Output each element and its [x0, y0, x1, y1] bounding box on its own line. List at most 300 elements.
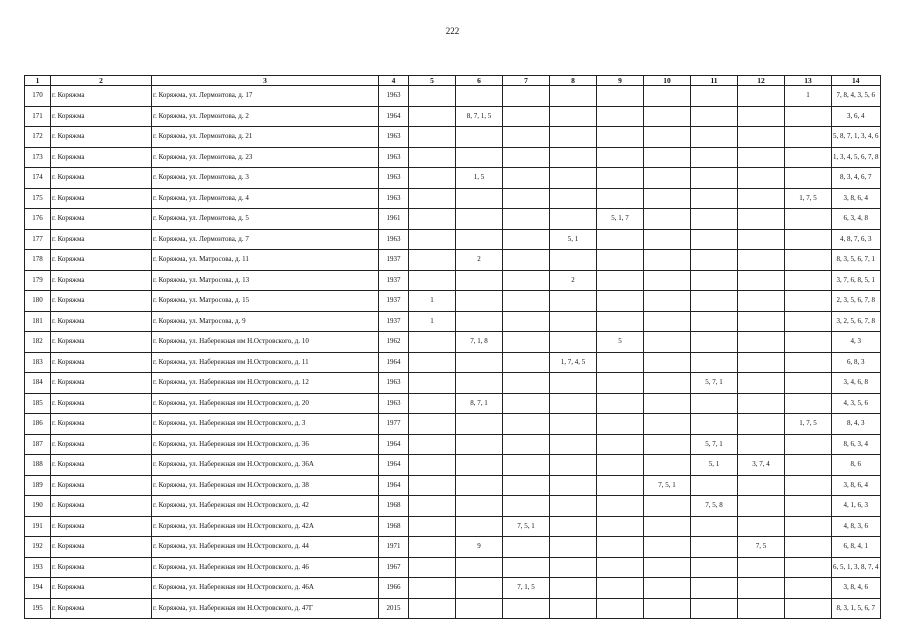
cell-col-8: 1, 7, 4, 5: [550, 352, 597, 373]
header-row: [25, 76, 881, 86]
cell-col-6: [456, 373, 503, 394]
cell-year: 1968: [379, 496, 409, 517]
cell-col-10: [644, 270, 691, 291]
cell-col-13: [785, 496, 832, 517]
cell-col-6: [456, 291, 503, 312]
cell-col-14: 2, 3, 5, 6, 7, 8: [832, 291, 881, 312]
cell-col-7: [503, 270, 550, 291]
cell-col-10: [644, 455, 691, 476]
cell-col-14: 3, 8, 6, 4: [832, 188, 881, 209]
cell-settlement: г. Коряжма: [51, 414, 152, 435]
cell-col-6: [456, 86, 503, 107]
cell-col-14: 8, 6, 3, 4: [832, 434, 881, 455]
cell-col-12: [738, 229, 785, 250]
cell-settlement: г. Коряжма: [51, 86, 152, 107]
cell-col-9: [597, 188, 644, 209]
cell-year: 1963: [379, 86, 409, 107]
cell-col-9: [597, 598, 644, 619]
cell-col-8: [550, 147, 597, 168]
cell-col-13: [785, 475, 832, 496]
cell-row-number: 174: [25, 168, 51, 189]
table-row: [25, 516, 881, 537]
cell-col-5: [409, 393, 456, 414]
column-header-4: 4: [379, 76, 409, 86]
cell-col-5: [409, 86, 456, 107]
cell-year: 1964: [379, 475, 409, 496]
cell-year: 1964: [379, 455, 409, 476]
cell-col-10: [644, 291, 691, 312]
cell-col-9: [597, 557, 644, 578]
cell-settlement: г. Коряжма: [51, 270, 152, 291]
cell-col-13: [785, 106, 832, 127]
cell-col-12: [738, 86, 785, 107]
cell-year: 1963: [379, 147, 409, 168]
cell-address: г. Коряжма, ул. Набережная им Н.Островского, д. 42: [152, 496, 379, 517]
cell-col-10: [644, 250, 691, 271]
cell-year: 1964: [379, 106, 409, 127]
cell-year: 1937: [379, 311, 409, 332]
cell-col-11: 5, 1: [691, 455, 738, 476]
cell-settlement: г. Коряжма: [51, 598, 152, 619]
cell-col-12: [738, 127, 785, 148]
cell-col-14: 5, 8, 7, 1, 3, 4, 6: [832, 127, 881, 148]
table-row: [25, 475, 881, 496]
cell-col-7: [503, 106, 550, 127]
table-row: [25, 373, 881, 394]
cell-col-5: [409, 188, 456, 209]
table-row: [25, 147, 881, 168]
cell-row-number: 178: [25, 250, 51, 271]
column-header-5: 5: [409, 76, 456, 86]
cell-col-12: [738, 496, 785, 517]
cell-settlement: г. Коряжма: [51, 352, 152, 373]
cell-col-10: [644, 434, 691, 455]
cell-col-6: [456, 414, 503, 435]
cell-address: г. Коряжма, ул. Набережная им Н.Островского, д. 36: [152, 434, 379, 455]
cell-col-11: [691, 291, 738, 312]
cell-address: г. Коряжма, ул. Набережная им Н.Островского, д. 42А: [152, 516, 379, 537]
cell-year: 1963: [379, 393, 409, 414]
cell-settlement: г. Коряжма: [51, 291, 152, 312]
cell-year: 1937: [379, 270, 409, 291]
cell-settlement: г. Коряжма: [51, 537, 152, 558]
column-header-11: 11: [691, 76, 738, 86]
cell-col-11: [691, 393, 738, 414]
cell-col-9: [597, 352, 644, 373]
cell-col-14: 8, 3, 4, 6, 7: [832, 168, 881, 189]
table-row: [25, 434, 881, 455]
cell-col-6: [456, 516, 503, 537]
cell-address: г. Коряжма, ул. Лермонтова, д. 23: [152, 147, 379, 168]
cell-col-14: 6, 8, 3: [832, 352, 881, 373]
cell-col-5: [409, 106, 456, 127]
cell-col-14: 4, 3, 5, 6: [832, 393, 881, 414]
cell-col-10: [644, 168, 691, 189]
cell-col-14: 3, 4, 6, 8: [832, 373, 881, 394]
cell-col-14: 6, 3, 4, 8: [832, 209, 881, 230]
cell-col-13: [785, 147, 832, 168]
cell-year: 1961: [379, 209, 409, 230]
cell-col-12: 7, 5: [738, 537, 785, 558]
cell-col-8: [550, 393, 597, 414]
cell-col-13: [785, 455, 832, 476]
table-row: [25, 311, 881, 332]
cell-col-9: [597, 106, 644, 127]
cell-address: г. Коряжма, ул. Матросова, д. 13: [152, 270, 379, 291]
cell-col-6: [456, 127, 503, 148]
cell-col-13: [785, 516, 832, 537]
cell-col-13: [785, 598, 832, 619]
cell-settlement: г. Коряжма: [51, 250, 152, 271]
table-body: [25, 86, 881, 619]
cell-row-number: 186: [25, 414, 51, 435]
cell-col-8: [550, 332, 597, 353]
cell-year: 1963: [379, 229, 409, 250]
column-header-13: 13: [785, 76, 832, 86]
cell-col-7: [503, 209, 550, 230]
cell-col-10: [644, 578, 691, 599]
cell-col-8: [550, 188, 597, 209]
cell-settlement: г. Коряжма: [51, 147, 152, 168]
cell-col-5: [409, 209, 456, 230]
cell-row-number: 193: [25, 557, 51, 578]
cell-year: 1963: [379, 127, 409, 148]
cell-col-8: [550, 291, 597, 312]
column-header-1: 1: [25, 76, 51, 86]
cell-col-11: [691, 414, 738, 435]
cell-col-14: 8, 3, 1, 5, 6, 7: [832, 598, 881, 619]
cell-col-11: 5, 7, 1: [691, 434, 738, 455]
column-header-10: 10: [644, 76, 691, 86]
cell-year: 1964: [379, 434, 409, 455]
cell-col-8: [550, 414, 597, 435]
cell-address: г. Коряжма, ул. Лермонтова, д. 7: [152, 229, 379, 250]
column-header-8: 8: [550, 76, 597, 86]
cell-address: г. Коряжма, ул. Лермонтова, д. 5: [152, 209, 379, 230]
cell-col-11: [691, 557, 738, 578]
cell-settlement: г. Коряжма: [51, 578, 152, 599]
cell-row-number: 182: [25, 332, 51, 353]
cell-col-8: [550, 557, 597, 578]
cell-col-11: [691, 106, 738, 127]
cell-col-7: 7, 1, 5: [503, 578, 550, 599]
cell-col-5: [409, 557, 456, 578]
cell-col-12: [738, 578, 785, 599]
cell-col-9: [597, 537, 644, 558]
cell-col-14: 4, 1, 6, 3: [832, 496, 881, 517]
column-header-7: 7: [503, 76, 550, 86]
cell-col-8: 2: [550, 270, 597, 291]
cell-year: 1977: [379, 414, 409, 435]
cell-col-14: 3, 2, 5, 6, 7, 8: [832, 311, 881, 332]
cell-col-13: [785, 270, 832, 291]
table-row: [25, 168, 881, 189]
cell-col-14: 3, 8, 6, 4: [832, 475, 881, 496]
cell-address: г. Коряжма, ул. Набережная им Н.Островского, д. 46А: [152, 578, 379, 599]
cell-col-14: 3, 6, 4: [832, 106, 881, 127]
cell-col-9: [597, 373, 644, 394]
cell-col-5: [409, 475, 456, 496]
cell-col-11: 7, 5, 8: [691, 496, 738, 517]
table-row: [25, 209, 881, 230]
cell-address: г. Коряжма, ул. Набережная им Н.Островского, д. 3: [152, 414, 379, 435]
cell-col-9: [597, 414, 644, 435]
cell-address: г. Коряжма, ул. Лермонтова, д. 3: [152, 168, 379, 189]
cell-col-7: [503, 311, 550, 332]
cell-settlement: г. Коряжма: [51, 434, 152, 455]
cell-row-number: 194: [25, 578, 51, 599]
cell-col-13: [785, 250, 832, 271]
cell-year: 1963: [379, 168, 409, 189]
cell-col-12: [738, 332, 785, 353]
cell-col-12: [738, 434, 785, 455]
cell-col-10: [644, 106, 691, 127]
cell-col-8: [550, 250, 597, 271]
cell-col-6: [456, 352, 503, 373]
cell-year: 1967: [379, 557, 409, 578]
cell-col-14: 8, 6: [832, 455, 881, 476]
cell-col-12: [738, 188, 785, 209]
cell-row-number: 180: [25, 291, 51, 312]
cell-col-13: [785, 352, 832, 373]
cell-col-11: [691, 229, 738, 250]
cell-row-number: 195: [25, 598, 51, 619]
cell-settlement: г. Коряжма: [51, 311, 152, 332]
table-row: [25, 496, 881, 517]
cell-col-7: [503, 373, 550, 394]
cell-col-12: [738, 168, 785, 189]
cell-col-12: [738, 270, 785, 291]
cell-col-10: [644, 414, 691, 435]
cell-address: г. Коряжма, ул. Матросова, д. 9: [152, 311, 379, 332]
cell-row-number: 176: [25, 209, 51, 230]
cell-settlement: г. Коряжма: [51, 475, 152, 496]
cell-address: г. Коряжма, ул. Набережная им Н.Островского, д. 36А: [152, 455, 379, 476]
cell-row-number: 173: [25, 147, 51, 168]
cell-col-7: [503, 127, 550, 148]
cell-col-7: [503, 496, 550, 517]
cell-col-9: [597, 434, 644, 455]
cell-col-12: [738, 352, 785, 373]
cell-col-7: [503, 434, 550, 455]
cell-col-6: [456, 188, 503, 209]
cell-col-5: [409, 434, 456, 455]
cell-col-8: [550, 496, 597, 517]
table-row: [25, 537, 881, 558]
cell-col-9: [597, 291, 644, 312]
cell-address: г. Коряжма, ул. Лермонтова, д. 4: [152, 188, 379, 209]
column-header-14: 14: [832, 76, 881, 86]
cell-settlement: г. Коряжма: [51, 373, 152, 394]
column-header-6: 6: [456, 76, 503, 86]
cell-col-12: [738, 106, 785, 127]
cell-col-9: [597, 127, 644, 148]
table-row: [25, 291, 881, 312]
cell-col-12: [738, 516, 785, 537]
cell-address: г. Коряжма, ул. Набережная им Н.Островского, д. 20: [152, 393, 379, 414]
cell-year: 1968: [379, 516, 409, 537]
cell-row-number: 183: [25, 352, 51, 373]
cell-col-6: 8, 7, 1: [456, 393, 503, 414]
cell-col-5: [409, 598, 456, 619]
cell-col-10: [644, 352, 691, 373]
cell-col-6: [456, 455, 503, 476]
cell-col-13: 1, 7, 5: [785, 414, 832, 435]
cell-col-9: 5, 1, 7: [597, 209, 644, 230]
cell-col-14: 7, 8, 4, 3, 5, 6: [832, 86, 881, 107]
cell-settlement: г. Коряжма: [51, 188, 152, 209]
table-row: [25, 250, 881, 271]
cell-col-14: 3, 7, 6, 8, 5, 1: [832, 270, 881, 291]
cell-col-8: [550, 127, 597, 148]
cell-col-11: [691, 537, 738, 558]
cell-col-9: [597, 229, 644, 250]
cell-col-5: [409, 332, 456, 353]
cell-address: г. Коряжма, ул. Матросова, д. 11: [152, 250, 379, 271]
cell-settlement: г. Коряжма: [51, 516, 152, 537]
cell-address: г. Коряжма, ул. Набережная им Н.Островского, д. 10: [152, 332, 379, 353]
cell-col-5: [409, 578, 456, 599]
cell-col-5: [409, 455, 456, 476]
cell-col-14: 8, 3, 5, 6, 7, 1: [832, 250, 881, 271]
cell-col-12: [738, 475, 785, 496]
cell-col-11: [691, 250, 738, 271]
cell-col-8: [550, 578, 597, 599]
cell-col-12: [738, 414, 785, 435]
cell-row-number: 171: [25, 106, 51, 127]
cell-col-9: [597, 496, 644, 517]
cell-col-9: [597, 475, 644, 496]
cell-row-number: 170: [25, 86, 51, 107]
cell-year: 1963: [379, 188, 409, 209]
cell-col-7: [503, 352, 550, 373]
cell-col-11: [691, 127, 738, 148]
cell-col-9: [597, 86, 644, 107]
cell-col-7: [503, 291, 550, 312]
cell-col-13: [785, 393, 832, 414]
column-header-2: 2: [51, 76, 152, 86]
cell-col-10: [644, 86, 691, 107]
cell-col-14: 3, 8, 4, 6: [832, 578, 881, 599]
cell-col-9: [597, 455, 644, 476]
table-row: [25, 393, 881, 414]
cell-settlement: г. Коряжма: [51, 332, 152, 353]
cell-row-number: 177: [25, 229, 51, 250]
cell-col-7: [503, 168, 550, 189]
cell-row-number: 191: [25, 516, 51, 537]
cell-col-9: [597, 168, 644, 189]
cell-col-12: [738, 250, 785, 271]
cell-col-8: [550, 86, 597, 107]
cell-col-10: [644, 598, 691, 619]
cell-col-9: [597, 250, 644, 271]
cell-col-6: 2: [456, 250, 503, 271]
cell-col-6: [456, 270, 503, 291]
cell-settlement: г. Коряжма: [51, 393, 152, 414]
table-row: [25, 414, 881, 435]
cell-col-6: [456, 311, 503, 332]
table-row: [25, 188, 881, 209]
cell-year: 2015: [379, 598, 409, 619]
cell-row-number: 192: [25, 537, 51, 558]
cell-col-5: [409, 270, 456, 291]
cell-settlement: г. Коряжма: [51, 557, 152, 578]
cell-col-10: [644, 209, 691, 230]
cell-col-5: [409, 168, 456, 189]
cell-col-11: 5, 7, 1: [691, 373, 738, 394]
cell-col-13: [785, 291, 832, 312]
cell-col-5: 1: [409, 311, 456, 332]
cell-col-6: 1, 5: [456, 168, 503, 189]
cell-col-10: [644, 557, 691, 578]
cell-col-11: [691, 147, 738, 168]
column-header-9: 9: [597, 76, 644, 86]
cell-col-14: 1, 3, 4, 5, 6, 7, 8: [832, 147, 881, 168]
cell-col-9: [597, 516, 644, 537]
cell-col-11: [691, 475, 738, 496]
cell-col-11: [691, 598, 738, 619]
cell-col-5: [409, 352, 456, 373]
cell-address: г. Коряжма, ул. Лермонтова, д. 2: [152, 106, 379, 127]
cell-col-5: [409, 537, 456, 558]
cell-col-5: [409, 147, 456, 168]
cell-col-13: [785, 578, 832, 599]
cell-settlement: г. Коряжма: [51, 229, 152, 250]
cell-col-11: [691, 332, 738, 353]
table-row: [25, 578, 881, 599]
cell-col-12: [738, 291, 785, 312]
cell-col-14: 4, 8, 3, 6: [832, 516, 881, 537]
table-row: [25, 86, 881, 107]
cell-row-number: 181: [25, 311, 51, 332]
cell-address: г. Коряжма, ул. Набережная им Н.Островского, д. 11: [152, 352, 379, 373]
cell-col-13: [785, 332, 832, 353]
cell-address: г. Коряжма, ул. Набережная им Н.Островского, д. 44: [152, 537, 379, 558]
cell-col-14: 6, 8, 4, 1: [832, 537, 881, 558]
cell-col-7: [503, 414, 550, 435]
table-row: [25, 229, 881, 250]
cell-address: г. Коряжма, ул. Лермонтова, д. 17: [152, 86, 379, 107]
cell-col-6: 7, 1, 8: [456, 332, 503, 353]
cell-col-12: [738, 557, 785, 578]
cell-row-number: 189: [25, 475, 51, 496]
cell-col-5: [409, 414, 456, 435]
data-table: [24, 75, 881, 619]
cell-col-8: 5, 1: [550, 229, 597, 250]
cell-year: 1962: [379, 332, 409, 353]
cell-col-11: [691, 578, 738, 599]
cell-address: г. Коряжма, ул. Набережная им Н.Островского, д. 47Г: [152, 598, 379, 619]
cell-year: 1966: [379, 578, 409, 599]
cell-col-11: [691, 516, 738, 537]
cell-col-5: 1: [409, 291, 456, 312]
cell-col-7: [503, 250, 550, 271]
cell-col-10: [644, 393, 691, 414]
cell-col-7: [503, 475, 550, 496]
cell-col-13: [785, 373, 832, 394]
cell-row-number: 185: [25, 393, 51, 414]
cell-year: 1937: [379, 250, 409, 271]
cell-col-12: 3, 7, 4: [738, 455, 785, 476]
cell-col-6: [456, 209, 503, 230]
cell-col-12: [738, 598, 785, 619]
cell-col-9: [597, 311, 644, 332]
cell-col-6: [456, 578, 503, 599]
cell-year: 1963: [379, 373, 409, 394]
cell-col-7: [503, 332, 550, 353]
table-row: [25, 352, 881, 373]
cell-col-8: [550, 168, 597, 189]
